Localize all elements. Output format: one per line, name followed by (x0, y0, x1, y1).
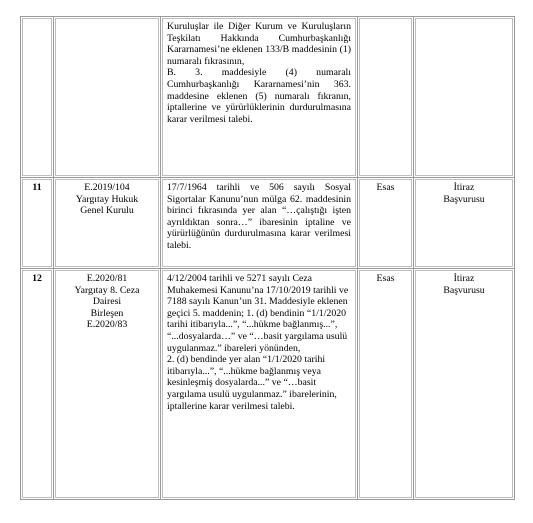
row-number (22, 18, 52, 176)
subject-paragraph: B. 3. maddesiyle (4) numaralı Cumhurbaşkanlığı Kararnamesi’nin 363. maddesine eklenen (5) numaralı fıkranın, iptallerine ve yürürlüklerinin durdurulmasına karar verilmesi talebi. (167, 67, 351, 125)
subject-paragraph: Kuruluşlar ile Diğer Kurum ve Kuruluşların Teşkilatı Hakkında Cumhurbaşkanlığı Kararnamesi’ne eklenen 133/B maddesinin (1) numaralı fıkrasının, (167, 21, 351, 67)
reference-line: Yargıtay 8. Ceza (74, 284, 140, 296)
case-type: Esas (359, 270, 412, 498)
case-subject (162, 18, 356, 176)
case-subject (162, 270, 356, 498)
table-row (21, 178, 515, 269)
case-subject (162, 179, 356, 267)
case-reference (55, 179, 159, 267)
result-line: Başvurusu (443, 284, 485, 296)
cases-table (20, 16, 515, 500)
case-type (359, 18, 412, 176)
result-line: İtiraz (453, 273, 475, 284)
row-number: 12 (22, 270, 52, 498)
reference-line: E.2019/104 (84, 182, 130, 193)
row-number: 11 (22, 179, 52, 267)
table-row (21, 269, 515, 500)
reference-line: Yargıtay Hukuk (75, 193, 139, 205)
reference-line: Genel Kurulu (80, 205, 134, 217)
subject-paragraph: 2. (d) bendinde yer alan “1/1/2020 tarihi itibarıyla...”, “...hükme bağlanmış veya kesinleşmiş dosyalarda...” ve “…basit yargılama usulü uygulanmaz.” ibarelerinin, iptallerine karar verilmesi talebi. (167, 354, 337, 412)
case-reference (55, 18, 159, 176)
reference-line: E.2020/81 (86, 273, 128, 284)
result-line: İtiraz (453, 182, 475, 193)
case-type: Esas (359, 179, 412, 267)
case-reference (55, 270, 159, 498)
case-result (415, 18, 513, 176)
case-result (415, 179, 513, 267)
subject-paragraph: 17/7/1964 tarihli ve 506 sayılı Sosyal Sigortalar Kanunu’nun mülga 62. maddesinin birinci fıkrasında yer alan “…çalıştığı işten ayrıldıktan sonra…” ibaresinin iptaline ve yürürlüğünün durdurulmasına karar verilmesi talebi. (167, 182, 351, 251)
case-result (415, 270, 513, 498)
result-line: Başvurusu (443, 193, 485, 205)
table-row (21, 17, 515, 178)
subject-paragraph: 4/12/2004 tarihli ve 5271 sayılı Ceza Muhakemesi Kanunu’na 17/10/2019 tarihli ve 7188 sayılı Kanun’un 31. Maddesiyle eklenen geçici 5. maddenin; 1. (d) bendinin “1/1/2020 tarihi itibarıyla...”, “...hükme bağlanmış...”, “...dosyalarda…” ve “…basit yargılama usulü uygulanmaz.” ibareleri yönünden, (167, 273, 349, 354)
reference-line: E.2020/83 (86, 319, 128, 331)
reference-line: Birleşen (90, 307, 124, 319)
reference-line: Dairesi (92, 296, 122, 308)
